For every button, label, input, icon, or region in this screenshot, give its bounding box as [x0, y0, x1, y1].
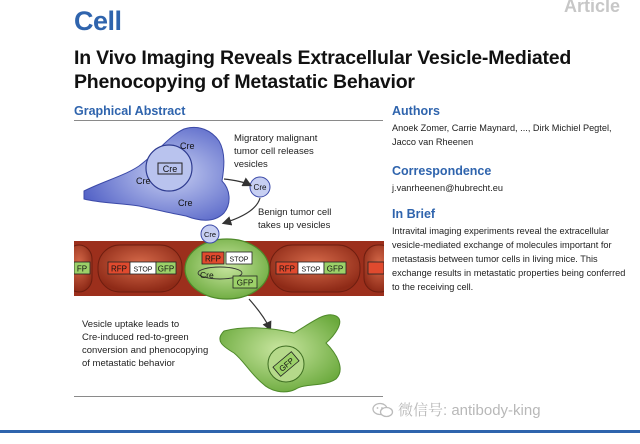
- article-type-label: Article: [563, 0, 620, 16]
- conversion-arrow: [249, 299, 270, 329]
- wechat-watermark: [372, 399, 541, 420]
- authors-heading: Authors: [392, 104, 440, 118]
- graphical-abstract-bottom-rule: [74, 396, 383, 397]
- journal-name: Cell: [74, 6, 122, 36]
- migratory-cre-label-3: Cre: [178, 198, 193, 208]
- green-cell-gfp-label: GFP: [236, 278, 254, 288]
- benign-annotation: Benign tumor cell takes up vesicles: [258, 207, 332, 231]
- vesicle-cre-label: Cre: [253, 183, 267, 192]
- cell1-rfp-label: RFP: [111, 264, 127, 274]
- in-brief-text: Intravital imaging experiments reveal the extracellular vesicle-mediated exchange of molecules important for metastasis between tumor cells in living mice. This exchange results in metastatic properties being conferred to the receiving cell.: [392, 226, 626, 292]
- cell2-rfp-label: RFP: [279, 264, 295, 274]
- release-arrow: [224, 179, 250, 185]
- wechat-icon: [372, 402, 394, 418]
- green-cell-stop-label: STOP: [229, 256, 249, 264]
- page-bottom-rule: [0, 430, 640, 433]
- correspondence-email[interactable]: j.vanrheenen@hubrecht.eu: [392, 183, 503, 193]
- watermark-text: 微信号: antibody-king: [398, 402, 541, 419]
- red-cell-2-cassette: [276, 262, 346, 274]
- migratory-cre-label-2: Cre: [136, 176, 151, 186]
- migratory-annotation: Migratory malignant tumor cell releases vesicles: [234, 133, 318, 170]
- fragment-gfp-label: FP: [76, 264, 88, 274]
- red-cell-1-cassette: [108, 262, 176, 274]
- cell2-stop-label: STOP: [301, 266, 321, 274]
- green-cell-rfp-label: RFP: [205, 254, 221, 264]
- authors-list: Anoek Zomer, Carrie Maynard, ..., Dirk Michiel Pegtel, Jacco van Rheenen: [392, 123, 612, 147]
- migratory-cre-nuclear-label: Cre: [162, 164, 178, 174]
- fragment-rfp-box: [368, 262, 384, 274]
- in-brief-heading: In Brief: [392, 207, 436, 221]
- cell1-gfp-label: GFP: [157, 264, 175, 274]
- cell1-stop-label: STOP: [133, 266, 153, 274]
- graphical-abstract-heading: Graphical Abstract: [74, 104, 186, 118]
- cell2-gfp-label: GFP: [326, 264, 344, 274]
- uptake-arrow: [224, 198, 260, 223]
- authors-section: [392, 104, 628, 149]
- migratory-tumor-cell: [84, 127, 229, 220]
- graphical-abstract-figure: [74, 121, 384, 396]
- converted-cell-gfp-label: GFP: [277, 356, 296, 374]
- released-vesicle: [250, 177, 270, 197]
- correspondence-section: [392, 164, 628, 195]
- in-brief-section: [392, 207, 628, 294]
- correspondence-heading: Correspondence: [392, 164, 492, 178]
- uptake-annotation: Vesicle uptake leads to Cre-induced red-to-green conversion and phenocopying of metastatic behavior: [82, 319, 209, 369]
- migratory-cre-label-1: Cre: [180, 141, 195, 151]
- green-cell-cre-label: Cre: [200, 270, 214, 280]
- article-title: In Vivo Imaging Reveals Extracellular Vesicle-Mediated Phenocopying of Metastatic Behavior: [74, 47, 572, 93]
- converted-green-cell: [220, 315, 340, 392]
- entering-vesicle-cre: Cre: [203, 230, 217, 239]
